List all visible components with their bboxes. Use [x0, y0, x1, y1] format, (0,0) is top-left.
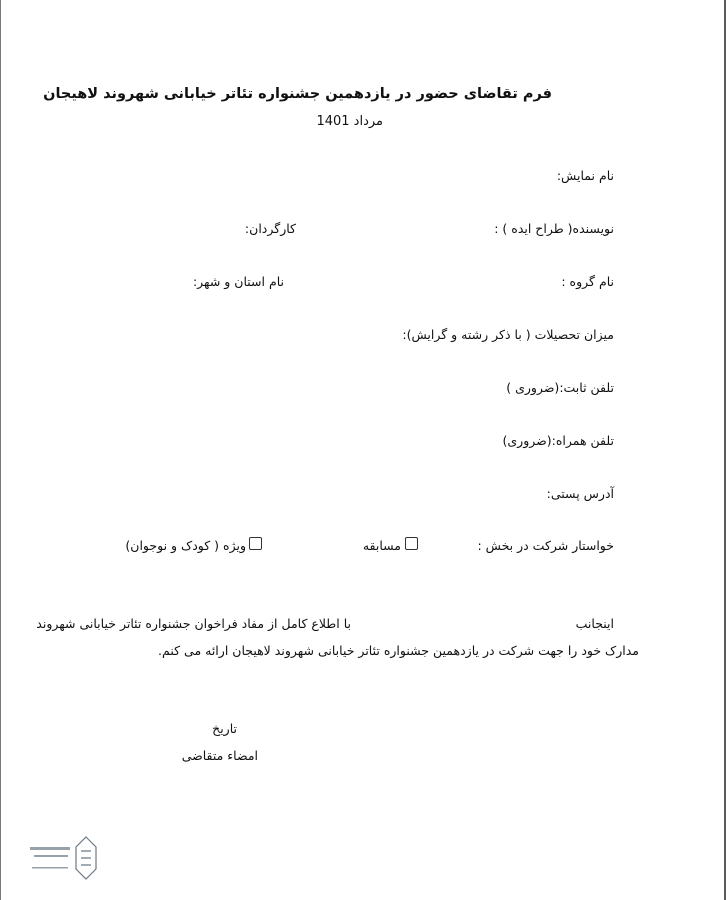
education-label: میزان تحصیلات ( با ذکر رشته و گرایش): — [402, 327, 614, 342]
watermark-logo — [26, 833, 98, 881]
form-date: مرداد 1401 — [316, 114, 383, 129]
address-label: آدرس پستی: — [546, 486, 614, 501]
form-title: فرم تقاضای حضور در یازدهمین جشنواره تئاتر خیابانی شهروند لاهیجان — [43, 86, 552, 102]
declaration-line-1: با اطلاع کامل از مفاد فراخوان جشنواره تئاتر خیابانی شهروند — [36, 616, 351, 631]
section-label: خواستار شرکت در بخش : — [477, 538, 614, 553]
declaration-line-2: مدارک خود را جهت شرکت در یازدهمین جشنواره تئاتر خیابانی شهروند لاهیجان ارائه می کنم. — [158, 643, 639, 658]
date-label: تاریخ — [212, 721, 237, 736]
province-city-label: نام استان و شهر: — [192, 274, 284, 289]
group-name-label: نام گروه : — [561, 274, 614, 289]
competition-checkbox[interactable] — [405, 537, 418, 550]
mobile-label: تلفن همراه:(ضروری) — [502, 433, 614, 448]
competition-option-label: مسابقه — [362, 538, 401, 553]
theater-logo-icon — [76, 837, 96, 879]
show-name-label: نام نمایش: — [556, 168, 614, 183]
special-option-label: ویژه ( کودک و نوجوان) — [125, 538, 246, 553]
director-label: کارگردان: — [244, 221, 296, 236]
page-left-edge — [0, 0, 1, 900]
signature-label: امضاء متقاضی — [181, 748, 258, 763]
writer-label: نویسنده( طراح ایده ) : — [494, 221, 614, 236]
landline-label: تلفن ثابت:(ضروری ) — [506, 380, 614, 395]
declaration-intro: اینجانب — [575, 616, 614, 631]
special-checkbox[interactable] — [249, 537, 262, 550]
